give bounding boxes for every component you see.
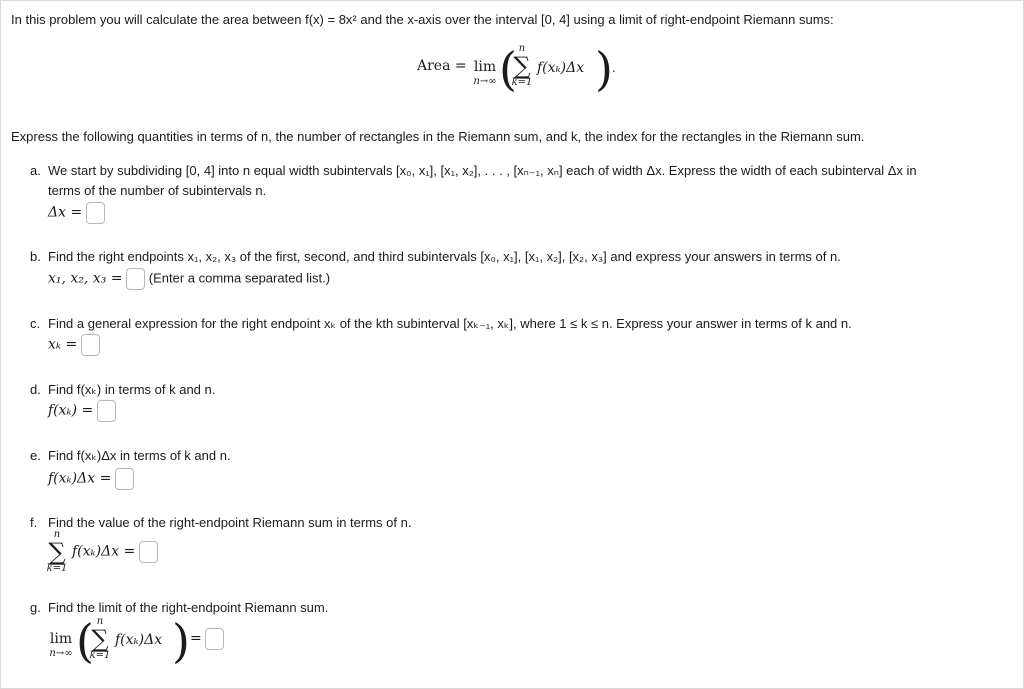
part-e-answer-row <box>48 468 134 490</box>
part-a-answer-row <box>48 202 105 224</box>
part-g-term: f(xₖ)Δx <box>115 632 163 648</box>
part-g-answer-row <box>190 628 224 650</box>
part-f-lhs: f(xₖ)Δx = <box>72 543 136 560</box>
part-a-line1: We start by subdividing [0, 4] into n equal width subintervals [x₀, x₁], [x₁, x₂], . . . , [xₙ₋₁, xₙ] each of width Δx. Express the width of each subinterval Δx in <box>48 163 917 178</box>
part-g-sum-top: n <box>96 616 104 627</box>
part-b-line1: Find the right endpoints x₁, x₂, x₃ of the first, second, and third subintervals [x₀, x₁], [x₁, x₂], [x₂, x₃] and express your answers in terms of n. <box>48 249 841 264</box>
part-g-lim-word: lim <box>49 631 73 647</box>
part-g-sum <box>87 617 113 661</box>
part-f-sum-top: n <box>53 529 61 540</box>
sigma-icon: ∑ <box>91 625 109 653</box>
area-sum-term: f(xₖ)Δx <box>537 60 585 76</box>
part-f-sum-bot: k=1 <box>46 563 68 574</box>
area-sum-top: n <box>518 43 526 54</box>
express-text: Express the following quantities in terms of n, the number of rectangles in the Riemann sum, and k, the index for the rectangles in the Riemann sum. <box>11 129 865 144</box>
area-label: Area = <box>417 58 467 74</box>
part-b-letter: b. <box>30 249 41 264</box>
part-g-line1: Find the limit of the right-endpoint Riemann sum. <box>48 600 329 615</box>
part-c-letter: c. <box>30 316 41 331</box>
part-f-sum <box>44 530 70 574</box>
part-d-line1: Find f(xₖ) in terms of k and n. <box>48 382 216 397</box>
part-a-letter: a. <box>30 163 41 178</box>
part-b-note: (Enter a comma separated list.) <box>148 270 331 286</box>
part-a-lhs: Δx = <box>48 204 83 221</box>
part-d-letter: d. <box>30 382 41 397</box>
part-g-left-paren: ( <box>76 614 94 668</box>
part-f-answer-row <box>72 541 158 563</box>
part-a-line2: terms of the number of subintervals n. <box>48 183 267 198</box>
part-b-answer-row <box>48 268 330 290</box>
part-g-sum-bot: k=1 <box>89 650 111 661</box>
area-period: . <box>612 60 616 75</box>
part-e-letter: e. <box>30 448 41 463</box>
part-f-letter: f. <box>30 515 38 530</box>
part-e-lhs: f(xₖ)Δx = <box>48 470 112 487</box>
part-g-lim-sub: n→∞ <box>49 648 73 659</box>
area-limit <box>470 60 500 87</box>
limit-answer-input[interactable] <box>205 628 224 650</box>
area-left-paren: ( <box>499 42 517 96</box>
part-e-line1: Find f(xₖ)Δx in terms of k and n. <box>48 448 231 463</box>
part-g-letter: g. <box>30 600 41 615</box>
area-lim-sub: n→∞ <box>473 76 497 87</box>
intro-text: In this problem you will calculate the area between f(x) = 8x² and the x-axis over the interval [0, 4] using a limit of right-endpoint Riemann sums: <box>11 12 834 27</box>
xk-answer-input[interactable] <box>81 334 100 356</box>
part-d-lhs: f(xₖ) = <box>48 402 94 419</box>
area-lim-word: lim <box>473 59 497 75</box>
part-c-lhs: xₖ = <box>48 336 78 353</box>
f-xk-answer-input[interactable] <box>97 400 116 422</box>
part-b-lhs: x₁, x₂, x₃ = <box>48 270 123 287</box>
part-g-limit <box>46 632 76 659</box>
area-sum <box>509 44 535 88</box>
area-right-paren: ) <box>595 42 613 96</box>
part-f-line1: Find the value of the right-endpoint Riemann sum in terms of n. <box>48 515 412 530</box>
riemann-sum-answer-input[interactable] <box>139 541 158 563</box>
right-endpoints-answer-input[interactable] <box>126 268 145 290</box>
sigma-icon: ∑ <box>513 52 531 80</box>
part-d-answer-row <box>48 400 116 422</box>
delta-x-answer-input[interactable] <box>86 202 105 224</box>
sigma-icon: ∑ <box>48 538 66 566</box>
f-xk-delta-x-answer-input[interactable] <box>115 468 134 490</box>
area-sum-bot: k=1 <box>511 77 533 88</box>
part-g-right-paren: ) <box>172 614 190 668</box>
part-c-line1: Find a general expression for the right endpoint xₖ of the kth subinterval [xₖ₋₁, xₖ], where 1 ≤ k ≤ n. Express your answer in terms of k and n. <box>48 316 852 331</box>
part-c-answer-row <box>48 334 100 356</box>
part-g-eq: = <box>190 630 202 647</box>
